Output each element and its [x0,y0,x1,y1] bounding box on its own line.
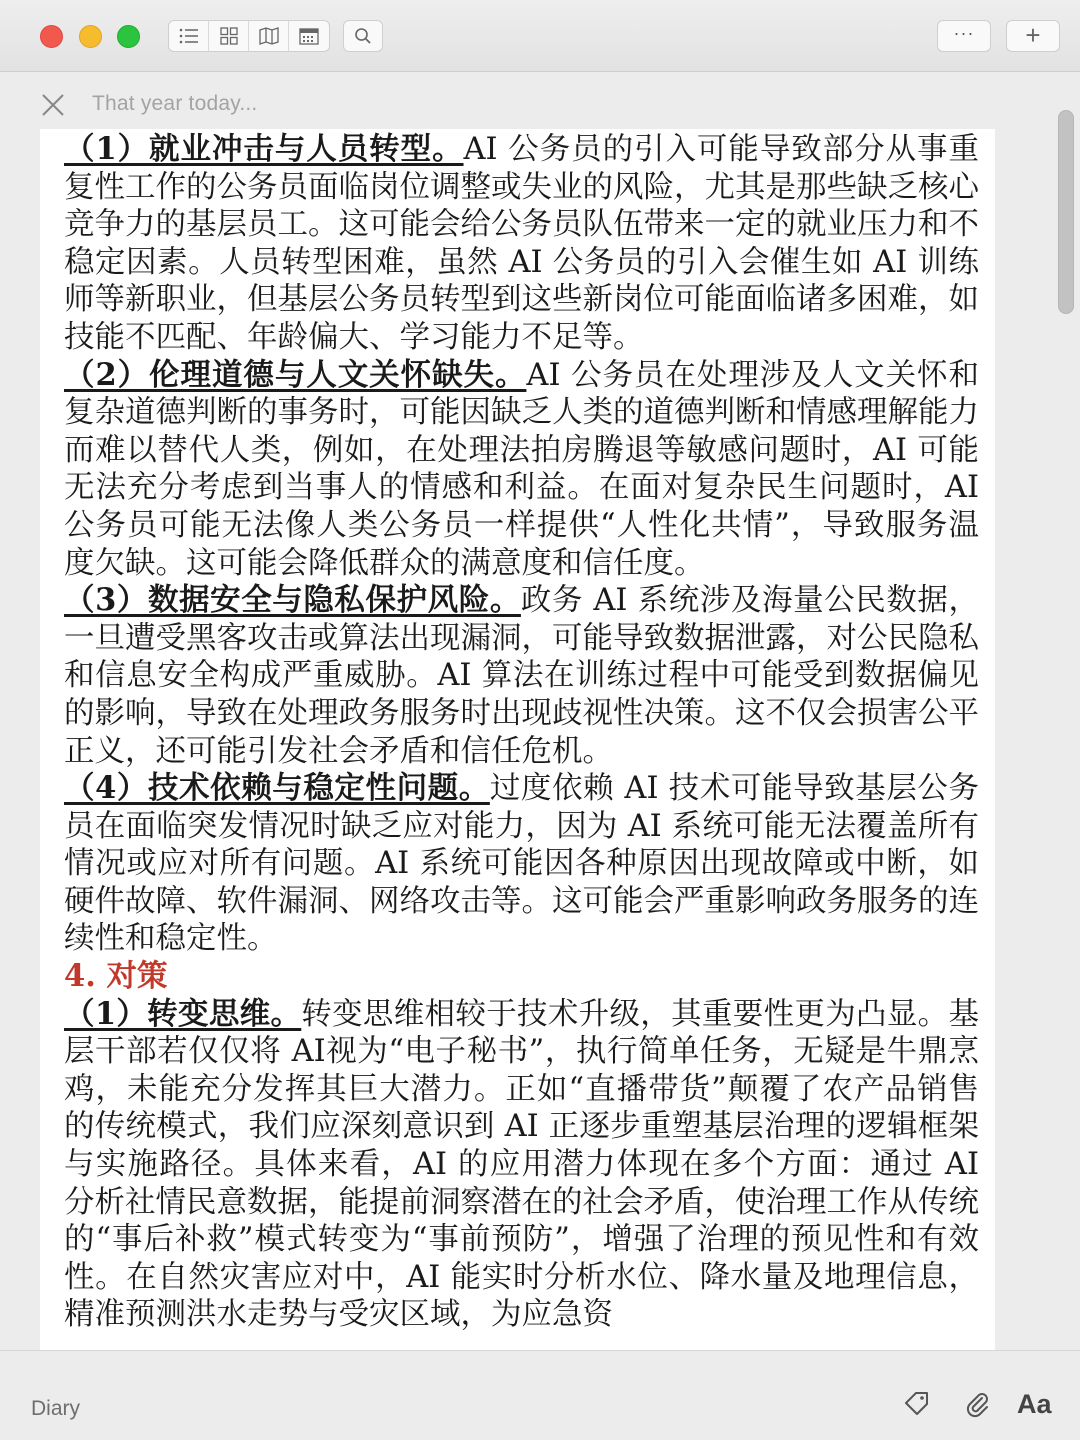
map-icon [259,27,279,45]
view-switcher [168,20,330,52]
paragraph-heading: （1）就业冲击与人员转型。 [64,131,464,167]
paragraph-text: 政务 AI 系统涉及海量公民数据，一旦遭受黑客攻击或算法出现漏洞，可能导致数据泄露，对公民隐私和信息安全构成严重威胁。AI 算法在训练过程中可能受到数据偏见的影响，导致在处理政务服务时出现歧视性决策。这不仅会损害公平正义，还可能引发社会矛盾和信任危机。 [64,583,979,769]
more-icon: ··· [953,23,975,43]
paragraph [64,131,979,357]
more-options-button[interactable] [937,20,991,52]
add-entry-button[interactable] [1006,20,1060,52]
tag-icon[interactable] [902,1389,932,1419]
list-icon [179,28,199,44]
attachment-icon[interactable] [963,1389,993,1419]
minimize-window-button[interactable] [79,25,102,48]
plus-icon: + [1025,19,1041,50]
calendar-icon [299,27,319,45]
paragraph-text: AI 公务员在处理涉及人文关怀和复杂道德判断的事务时，可能因缺乏人类的道德判断和情感理解能力而难以替代人类，例如，在处理法拍房腾退等敏感问题时，AI 可能无法充分考虑到当事人的情感和利益。在面对复杂民生问题时，AI公务员可能无法像人类公务员一样提供“人性化共情”，导致服务温度欠缺。这可能会降低群众的满意度和信任度。 [64,357,979,581]
zoom-window-button[interactable] [117,25,140,48]
text-format-button[interactable]: Aa [1017,1389,1052,1419]
search-icon [354,27,372,45]
paragraph [64,582,979,770]
list-view-button[interactable] [169,21,209,51]
paragraph-text: 转变思维相较于技术升级，其重要性更为凸显。基层干部若仅仅将 AI视为“电子秘书”，执行简单任务，无疑是牛鼎烹鸡，未能充分发挥其巨大潜力。正如“直播带货”颠覆了农产品销售的传统模式，我们应深刻意识到 AI 正逐步重塑基层治理的逻辑框架与实施路径。具体来看，AI 的应用潜力体现在多个方面：通过 AI 分析社情民意数据，能提前洞察潜在的社会矛盾，使治理工作从传统的“事后补救”模式转变为“事前预防”，增强了治理的预见性和有效性。在自然灾害应对中，AI 能实时分析水位、降水量及地理信息，精准预测洪水走势与受灾区域，为应急资 [64,996,979,1333]
scrollbar-thumb[interactable] [1058,110,1074,314]
section-title: 4. 对策 [64,958,168,995]
entry-body[interactable] [40,129,995,1350]
paragraph-heading: （2）伦理道德与人文关怀缺失。 [64,356,527,393]
paragraph-text: 过度依赖 AI 技术可能导致基层公务员在面临突发情况时缺乏应对能力，因为 AI 系统可能无法覆盖所有情况或应对所有问题。AI 系统可能因各种原因出现故障或中断，如硬件故障、软件漏洞、网络攻击等。这可能会严重影响政务服务的连续性和稳定性。 [64,771,979,957]
close-icon[interactable] [40,92,66,118]
search-button[interactable] [343,20,383,52]
window-toolbar [0,0,1080,72]
map-view-button[interactable] [249,21,289,51]
document-text [64,131,979,1334]
paragraph [64,357,979,583]
close-window-button[interactable] [40,25,63,48]
paragraph-heading: （4）技术依赖与稳定性问题。 [64,770,490,807]
paragraph-heading: （1）转变思维。 [64,995,302,1032]
calendar-view-button[interactable] [289,21,329,51]
paragraph [64,770,979,958]
paragraph-text: AI 公务员的引入可能导致部分从事重复性工作的公务员面临岗位调整或失业的风险，尤其是那些缺乏核心竞争力的基层员工。这可能会给公务员队伍带来一定的就业压力和不稳定因素。人员转型困难，虽然 AI 公务员的引入会催生如 AI 训练师等新职业，但基层公务员转型到这些新岗位可能面临诸多困难，如技能不匹配、年龄偏大、学习能力不足等。 [64,132,979,355]
paragraph [64,996,979,1334]
paragraph-heading: （3）数据安全与隐私保护风险。 [64,582,521,619]
grid-icon [220,27,238,45]
entry-editor [0,72,1080,1350]
journal-selector[interactable]: Diary [31,1397,81,1420]
grid-view-button[interactable] [209,21,249,51]
bottom-bar [0,1350,1080,1440]
entry-title-input[interactable]: That year today... [92,92,258,115]
